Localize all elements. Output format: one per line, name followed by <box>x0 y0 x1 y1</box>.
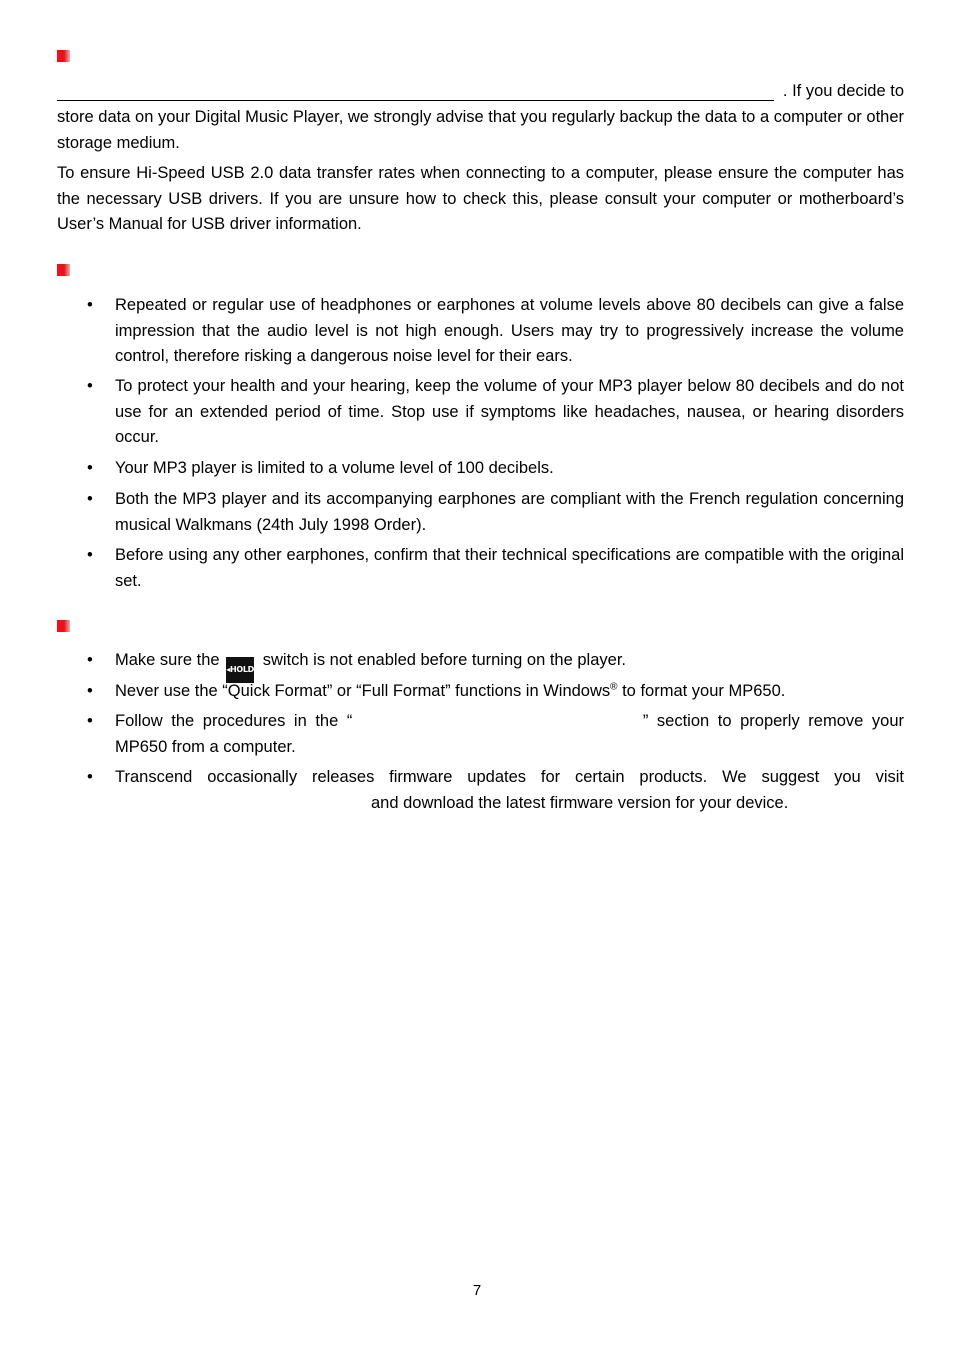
bullet-icon: • <box>87 490 93 508</box>
registered-mark: ® <box>610 681 618 693</box>
note-remove-after-line2: MP650 from a computer. <box>115 737 296 756</box>
section-marker-icon <box>57 264 70 276</box>
list-item-text <box>115 709 904 760</box>
bullet-icon: • <box>87 712 93 730</box>
intro-paragraph: store data on your Digital Music Player, we strongly advise that you regularly backup the data to a computer or other storage medium. <box>57 108 904 152</box>
section-marker-icon <box>57 620 70 632</box>
bullet-icon: • <box>87 651 93 669</box>
bullet-icon: • <box>87 768 93 786</box>
note-firmware-line1: Transcend occasionally releases firmware updates for certain products. We suggest you visit <box>115 768 904 786</box>
bullet-icon: • <box>87 682 93 700</box>
list-item-text: Before using any other earphones, confirm that their technical specifications are compatible with the original set. <box>115 546 904 590</box>
list-item-text: Repeated or regular use of headphones or earphones at volume levels above 80 decibels can give a false impression that the audio level is not high enough. Users may try to progressively increase the volume control, therefore risking a dangerous noise level for their ears. <box>115 296 904 366</box>
note-format-before: Never use the “Quick Format” or “Full Format” functions in Windows <box>115 682 611 700</box>
list-item-text: Both the MP3 player and its accompanying earphones are compliant with the French regulation concerning musical Walkmans (24th July 1998 Order). <box>115 490 904 534</box>
bullet-icon: • <box>87 546 93 564</box>
hold-switch-icon: ◂HOLD <box>226 657 254 683</box>
section-marker-icon <box>57 50 70 62</box>
note-firmware-line2: and download the latest firmware version for your device. <box>371 794 789 812</box>
list-item-text: To protect your health and your hearing, keep the volume of your MP3 player below 80 decibels and do not use for an extended period of time. Stop use if symptoms like headaches, nausea, or hearing disorders occur. <box>115 377 904 447</box>
bullet-icon: • <box>87 459 93 477</box>
bullet-icon: • <box>87 377 93 395</box>
underline-rule <box>57 100 774 101</box>
note-format-after: to format your MP650. <box>617 682 786 700</box>
usb-paragraph: To ensure Hi-Speed USB 2.0 data transfer rates when connecting to a computer, please ensure the computer has the necessary USB drivers. If you are unsure how to check this, please consult your computer or motherboard’s User’s Manual for USB driver information. <box>57 164 904 234</box>
list-item-text <box>115 679 904 705</box>
list-item-text: Your MP3 player is limited to a volume level of 100 decibels. <box>115 459 554 477</box>
page-number: 7 <box>472 1282 482 1299</box>
bullet-icon: • <box>87 296 93 314</box>
note-remove-before: Follow the procedures in the “ <box>115 712 353 730</box>
note-hold-before: Make sure the <box>115 651 220 669</box>
intro-line-tail: . If you decide to <box>782 82 904 100</box>
note-remove-after-line1: ” section to properly remove your <box>642 712 904 730</box>
list-item-text <box>115 648 904 683</box>
note-hold-after: switch is not enabled before turning on the player. <box>262 651 626 669</box>
